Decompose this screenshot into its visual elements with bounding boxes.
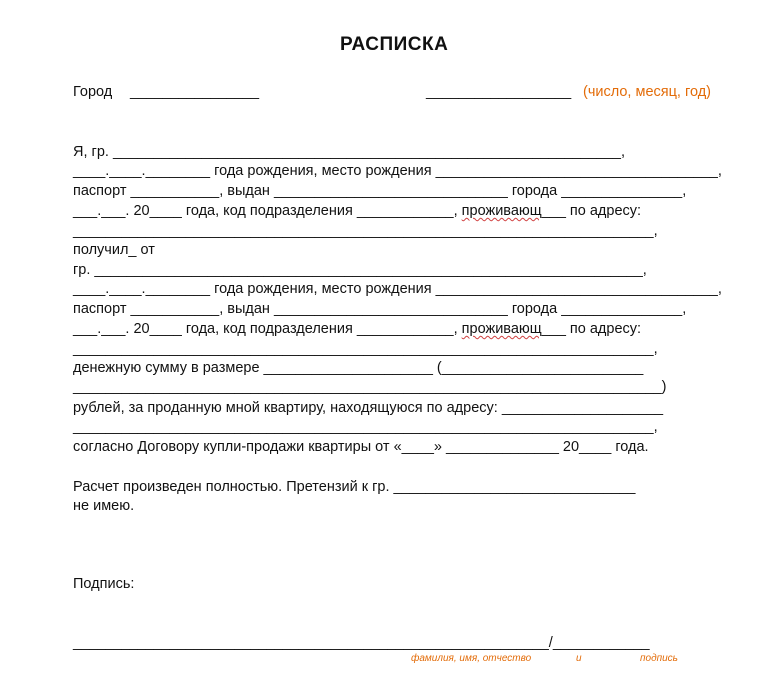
party1-line1: Я, гр. _______________________________________________________________,: [73, 144, 626, 160]
settlement-line1: Расчет произведен полностью. Претензий к гр. ______________________________: [73, 479, 636, 495]
party2-residing-word: проживающ: [461, 321, 542, 337]
party1-line4-b: ___ по адресу:: [541, 203, 642, 219]
settlement-line2: не имею.: [73, 498, 135, 514]
party2-line4-a: ___.___. 20____ года, код подразделения ____________,: [73, 321, 462, 337]
party1-line2: ____.____.________ года рождения, место рождения ___________________________________,: [73, 163, 722, 179]
sum-line1: денежную сумму в размере _____________________ (_________________________: [73, 360, 644, 376]
signature-hint-sign: подпись: [640, 653, 678, 664]
date-blank: __________________: [426, 84, 572, 100]
signature-hint-and: и: [576, 653, 582, 664]
party2-line2: ____.____.________ года рождения, место рождения ___________________________________,: [73, 281, 722, 297]
received-label: получил_ от: [73, 242, 155, 258]
party1-line4: [73, 202, 641, 220]
signature-label: Подпись:: [73, 576, 135, 592]
party1-residing-word: проживающ: [461, 203, 542, 219]
signature-line: ___________________________________________________________/____________: [73, 635, 650, 651]
property-line2: ________________________________________________________________________,: [73, 419, 658, 435]
document-title: РАСПИСКА: [340, 34, 449, 55]
property-line1: рублей, за проданную мной квартиру, находящуюся по адресу: ____________________: [73, 400, 664, 416]
party2-line5: ________________________________________________________________________,: [73, 341, 658, 357]
party2-line4: [73, 320, 641, 338]
date-hint: (число, месяц, год): [583, 84, 711, 100]
signature-hint-fio: фамилия, имя, отчество: [411, 653, 532, 664]
party2-line1: гр. ____________________________________________________________________,: [73, 262, 647, 278]
city-label: Город: [73, 84, 113, 100]
party2-line4-b: ___ по адресу:: [541, 321, 642, 337]
sum-line2: _________________________________________________________________________): [73, 379, 667, 395]
party1-line5: ________________________________________________________________________,: [73, 223, 658, 239]
city-blank: ________________: [130, 84, 260, 100]
party2-line3: паспорт ___________, выдан _____________________________ города _______________,: [73, 301, 687, 317]
party1-line4-a: ___.___. 20____ года, код подразделения ____________,: [73, 203, 462, 219]
contract-line: согласно Договору купли-продажи квартиры от «____» ______________ 20____ года.: [73, 439, 649, 455]
party1-line3: паспорт ___________, выдан _____________________________ города _______________,: [73, 183, 687, 199]
